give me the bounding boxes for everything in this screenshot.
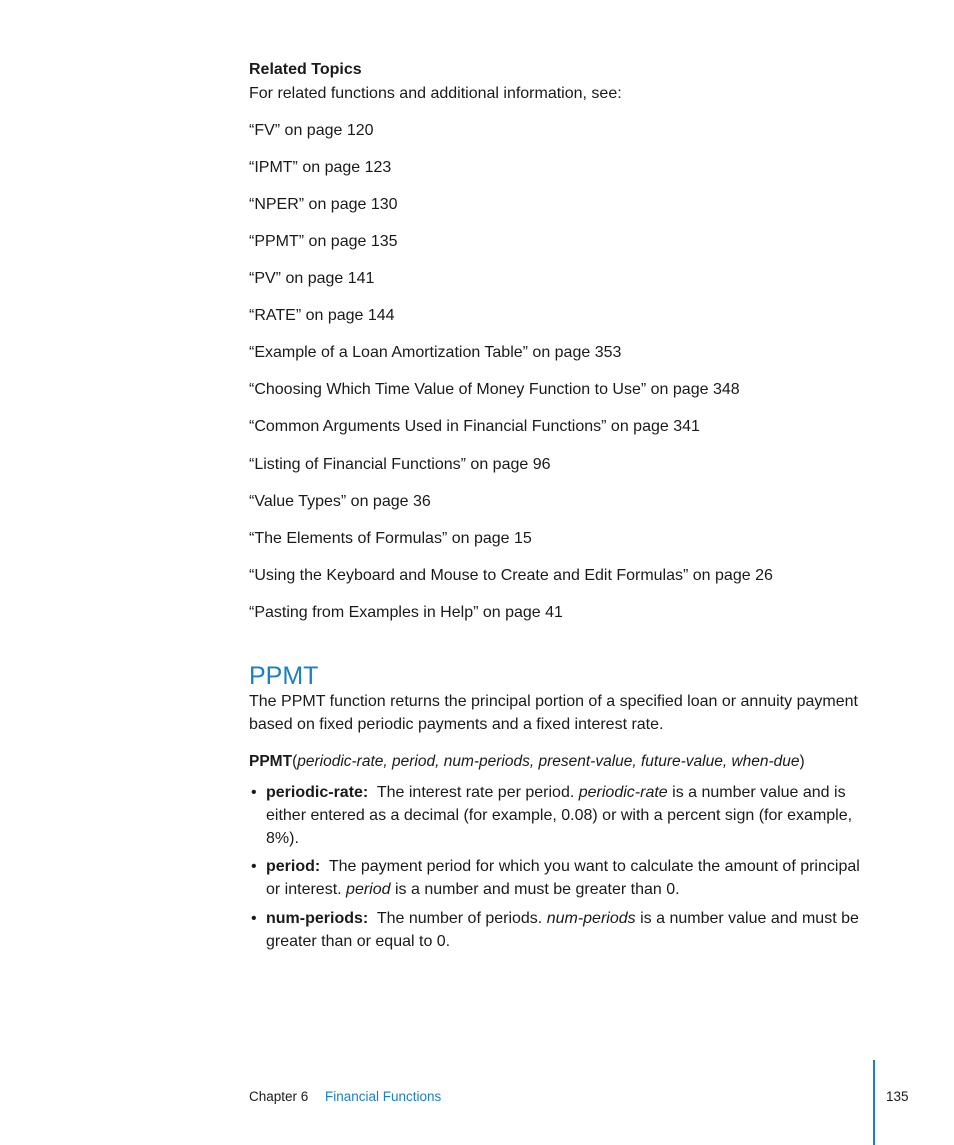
bullet-marker: • xyxy=(251,784,257,801)
param-name: period: xyxy=(266,858,321,875)
param-item xyxy=(249,855,869,901)
topic-link-value-types[interactable]: “Value Types” on page 36 xyxy=(249,493,431,510)
topic-link-ppmt[interactable]: “PPMT” on page 135 xyxy=(249,233,398,250)
footer-chapter-label: Chapter 6 xyxy=(249,1089,309,1104)
topic-link-rate[interactable]: “RATE” on page 144 xyxy=(249,307,395,324)
param-text: The payment period for which you want to calculate the amount of principal or interest. xyxy=(266,858,860,898)
param-ref: period xyxy=(346,881,391,898)
topic-link-pasting-examples[interactable]: “Pasting from Examples in Help” on page 41 xyxy=(249,604,563,621)
topic-link-keyboard-mouse[interactable]: “Using the Keyboard and Mouse to Create and Edit Formulas” on page 26 xyxy=(249,567,773,584)
param-ref: periodic-rate xyxy=(578,784,668,801)
topic-link-elements-of-formulas[interactable]: “The Elements of Formulas” on page 15 xyxy=(249,530,532,547)
topic-link-choosing-function[interactable]: “Choosing Which Time Value of Money Function to Use” on page 348 xyxy=(249,381,740,398)
syntax-arguments: periodic-rate, period, num-periods, present-value, future-value, when-due xyxy=(297,753,800,770)
param-ref: num-periods xyxy=(546,910,636,927)
syntax-close-paren: ) xyxy=(799,753,805,770)
topic-link-pv[interactable]: “PV” on page 141 xyxy=(249,270,375,287)
topic-link-loan-amortization[interactable]: “Example of a Loan Amortization Table” on page 353 xyxy=(249,344,622,361)
param-text: is a number value and must be greater than or equal to 0. xyxy=(266,910,859,950)
param-name: num-periods: xyxy=(266,910,369,927)
footer-divider xyxy=(873,1060,875,1145)
bullet-marker: • xyxy=(251,858,257,875)
param-text: is a number and must be greater than 0. xyxy=(394,881,680,898)
param-item xyxy=(249,781,869,850)
param-name: periodic-rate: xyxy=(266,784,369,801)
topic-link-fv[interactable]: “FV” on page 120 xyxy=(249,122,374,139)
function-description: The PPMT function returns the principal portion of a specified loan or annuity payment based on fixed periodic payments and a fixed interest rate. xyxy=(249,693,858,733)
topic-link-common-arguments[interactable]: “Common Arguments Used in Financial Functions” on page 341 xyxy=(249,418,700,435)
page-number: 135 xyxy=(886,1089,909,1104)
syntax-open-paren: ( xyxy=(292,753,298,770)
param-item xyxy=(249,907,869,953)
section-title: PPMT xyxy=(249,662,319,690)
param-text: is a number value and is either entered as a decimal (for example, 0.08) or with a percent sign (for example, 8%). xyxy=(266,784,853,847)
param-text: The number of periods. xyxy=(376,910,543,927)
related-topics-intro: For related functions and additional information, see: xyxy=(249,85,622,102)
topic-link-listing-financial[interactable]: “Listing of Financial Functions” on page 96 xyxy=(249,456,551,473)
syntax-function-name: PPMT xyxy=(249,753,293,770)
param-text: The interest rate per period. xyxy=(376,784,575,801)
footer-chapter-title[interactable]: Financial Functions xyxy=(325,1089,442,1104)
bullet-marker: • xyxy=(251,910,257,927)
topic-link-ipmt[interactable]: “IPMT” on page 123 xyxy=(249,159,392,176)
related-topics-heading: Related Topics xyxy=(249,61,362,78)
topic-link-nper[interactable]: “NPER” on page 130 xyxy=(249,196,398,213)
function-syntax xyxy=(249,751,805,773)
